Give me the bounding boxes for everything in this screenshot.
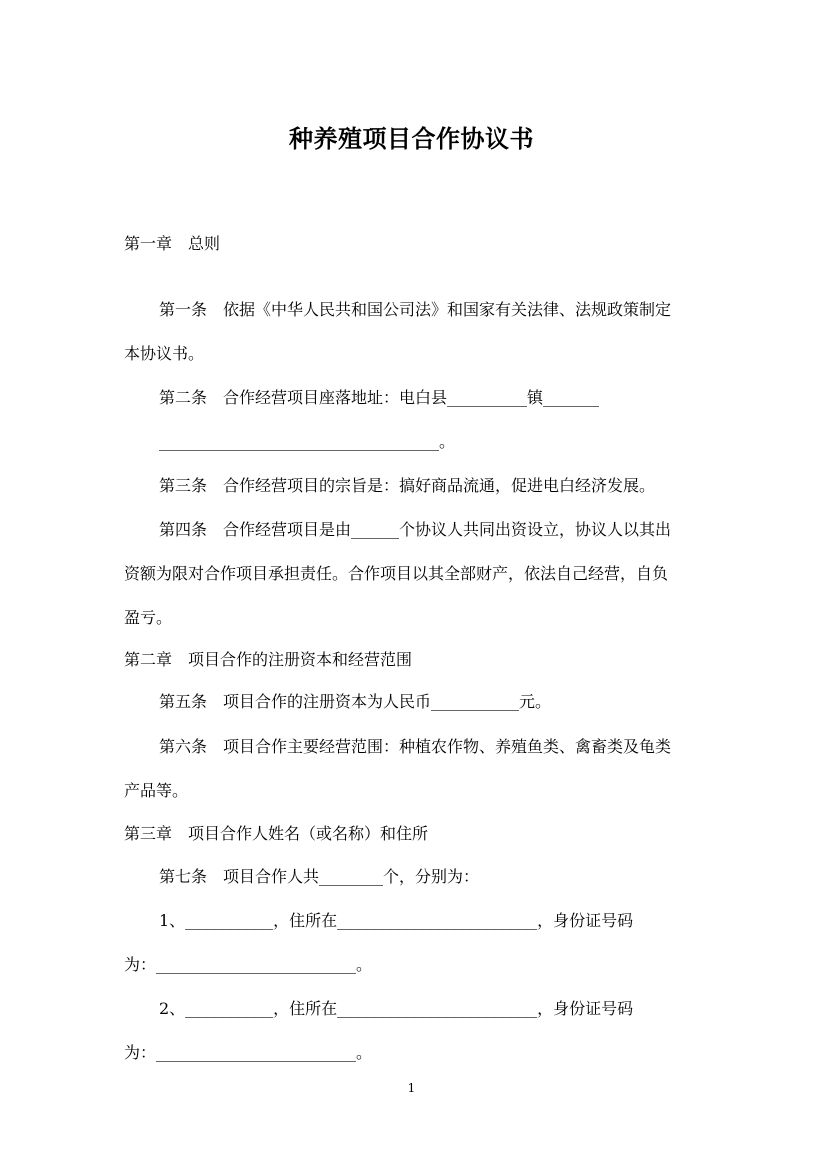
chapter-2-heading: 第二章 项目合作的注册资本和经营范围 <box>124 650 413 669</box>
article-2-line-1: 第二条 合作经营项目座落地址：电白县__________镇_______ <box>159 388 600 407</box>
partner-2-line-2: 为：_________________________。 <box>124 1043 373 1062</box>
article-6-line-1: 第六条 项目合作主要经营范围：种植农作物、养殖鱼类、禽畜类及龟类 <box>159 737 672 756</box>
article-1-line-1: 第一条 依据《中华人民共和国公司法》和国家有关法律、法规政策制定 <box>159 300 672 319</box>
article-6-line-2: 产品等。 <box>124 781 189 800</box>
article-7-line-1: 第七条 项目合作人共________个，分别为： <box>159 867 480 886</box>
partner-1-line-1: 1、___________，住所在_________________________，身份证号码 <box>159 911 634 930</box>
article-4-line-3: 盈亏。 <box>124 608 173 627</box>
page-number: 1 <box>407 1081 416 1095</box>
article-4-line-2: 资额为限对合作项目承担责任。合作项目以其全部财产，依法自己经营，自负 <box>124 564 669 583</box>
chapter-1-heading: 第一章 总则 <box>124 234 221 253</box>
article-1-line-2: 本协议书。 <box>124 344 205 363</box>
document-title: 种养殖项目合作协议书 <box>289 124 534 153</box>
partner-2-line-1: 2、___________，住所在_________________________，身份证号码 <box>159 999 634 1018</box>
chapter-3-heading: 第三章 项目合作人姓名（或名称）和住所 <box>124 824 429 843</box>
partner-1-line-2: 为：_________________________。 <box>124 955 373 974</box>
article-2-line-2: ___________________________________。 <box>159 432 456 451</box>
article-5-line-1: 第五条 项目合作的注册资本为人民币___________元。 <box>159 692 552 711</box>
article-3-line-1: 第三条 合作经营项目的宗旨是：搞好商品流通，促进电白经济发展。 <box>159 476 656 495</box>
article-4-line-1: 第四条 合作经营项目是由______个协议人共同出资设立，协议人以其出 <box>159 520 672 539</box>
